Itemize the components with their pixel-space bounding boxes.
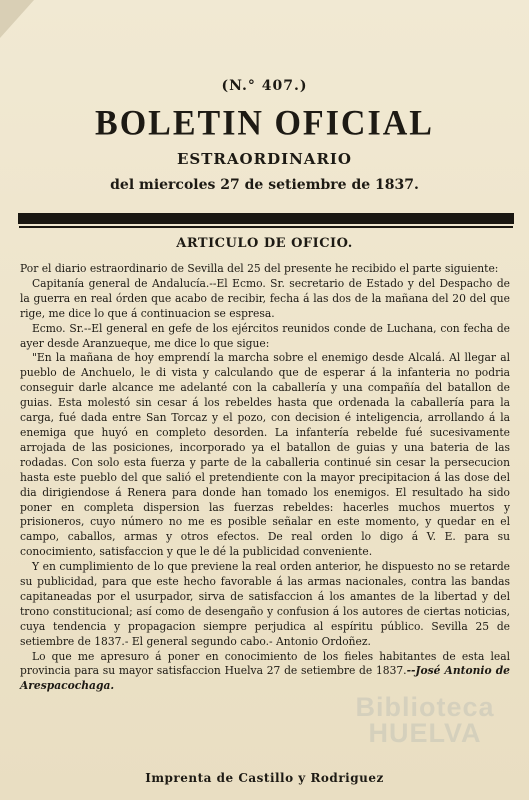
closing-text: Lo que me apresuro á poner en conocimiento de los fieles habitantes de esta leal provincia para su mayor satisfaccion Huelva 27 de setiembre de 1837. [20, 649, 510, 678]
signature: --José Antonio de Arespacochaga. [20, 664, 510, 693]
printer-imprint: Imprenta de Castillo y Rodriguez [145, 771, 384, 785]
issue-number: (N.° 407.) [221, 78, 308, 94]
paragraph: Y en cumplimiento de lo que previene la real orden anterior, he dispuesto no se retarde su publicidad, para que este hecho favorable á las armas nacionales, contra las bandas capitaneadas por el usurpador, sirva de satisfaccion á los amantes de la libertad y del trono constitucional; así como de desengaño y confusion á los autores de ciertas noticias, cuya tendencia y propagacion siempre perjudica al espíritu público. Sevilla 25 de setiembre de 1837.- El general segundo cabo.- Antonio Ordoñez. [20, 560, 510, 648]
masthead-title: BOLETIN OFICIAL [95, 104, 434, 143]
paragraph: Ecmo. Sr.--El general en gefe de los ejércitos reunidos conde de Luchana, con fecha de ayer desde Aranzueque, me dice lo que sigue: [20, 321, 510, 350]
article-body [20, 262, 510, 694]
paragraph: Por el diario estraordinario de Sevilla del 25 del presente he recibido el parte siguiente: [20, 262, 499, 275]
folded-corner [0, 0, 34, 38]
masthead-subtitle: ESTRAORDINARIO [177, 150, 352, 168]
watermark-line: Biblioteca [355, 692, 495, 722]
watermark-line: HUELVA [368, 718, 482, 748]
paragraph: Capitanía general de Andalucía.--El Ecmo. Sr. secretario de Estado y del Despacho de la guerra en real órden que acabo de recibir, fecha á las dos de la mañana del 20 del que rige, me dice lo que á continuacion se espresa. [20, 276, 510, 320]
paragraph [20, 650, 510, 695]
issue-date: del miercoles 27 de setiembre de 1837. [110, 177, 419, 193]
section-heading: ARTICULO DE OFICIO. [176, 236, 353, 251]
paragraph: "En la mañana de hoy emprendí la marcha sobre el enemigo desde Alcalá. Al llegar al pueblo de Anchuelo, le di vista y calculando que de esperar á la infanteria no podria conseguir darle alcance me adelanté con la caballería y una compañía del batallon de guias. Esta molestó sin cesar á los rebeldes hasta que ordenada la caballería para la carga, fué dada entre San Torcaz y el pozo, con decision é inteligencia, arrollando á la enemiga que huyó en completo desorden. La infantería rebelde fué sucesivamente arrojada de las posiciones, incorporado ya el batallon de guias y una bateria de las rodadas. Con solo esta fuerza y parte de la caballeria continué sin cesar la persecucion hasta este pueblo del que salió el pretendiente con la mayor precipitacion á las dose del dia dirigiendose á Renera para donde han tomado los enemigos. El resultado ha sido poner en completa dispersion las fuerzas rebeldes: hacerles muchos muertos y prisioneros, cuyo número no me es posible señalar en este momento, y quedar en el campo, caballos, armas y otros efectos. De real orden lo digo á V. E. para su conocimiento, satisfaccion y que le dé la publicidad conveniente. [20, 351, 510, 559]
header-rule [18, 213, 514, 224]
library-watermark [330, 694, 520, 746]
